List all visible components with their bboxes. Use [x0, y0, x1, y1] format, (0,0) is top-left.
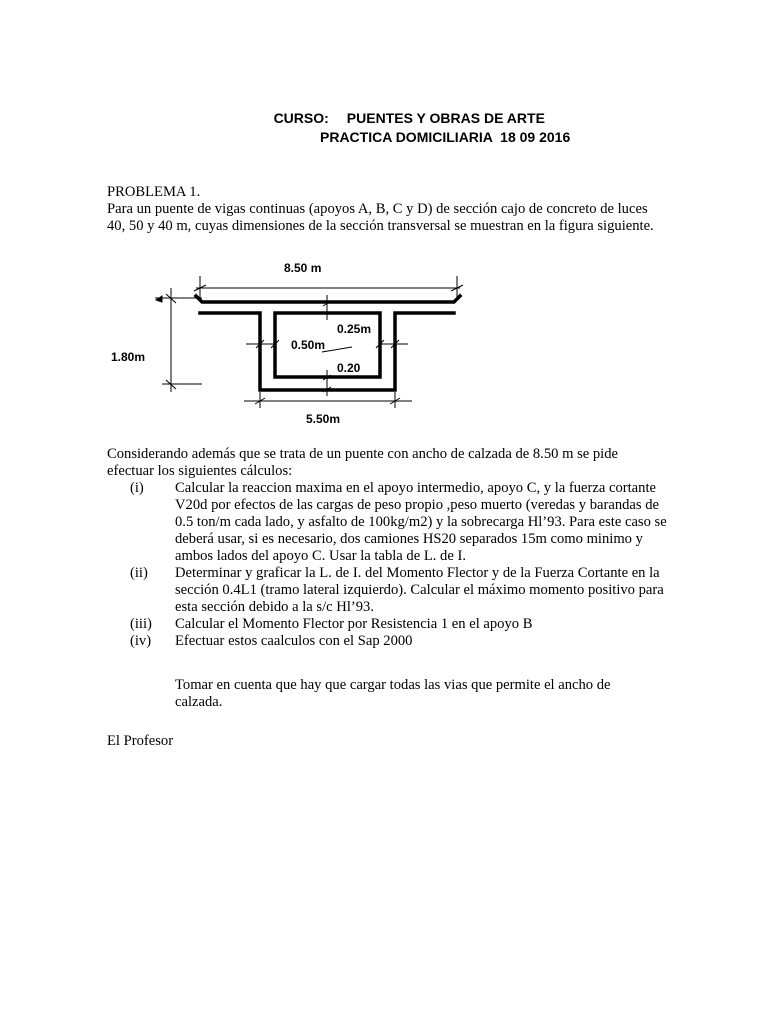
item-text: Calcular la reaccion maxima en el apoyo intermedio, apoyo C, y la fuerza cortante V20d por efectos de las cargas de peso propio ,peso muerto (veredas y barandas de 0.5 ton/m cada lado, y asfalto de 100kg/m2) y la sobrecarga Hl’93. Para este caso se deberá usar, si es necesario, dos camiones HS20 separados 15m como minimo y ambos lados del apoyo C. Usar la tabla de L. de I.: [175, 480, 667, 564]
considerando-paragraph: Considerando además que se trata de un puente con ancho de calzada de 8.50 m se pide efectuar los siguientes cálculos:: [107, 446, 618, 479]
top-flange-line: [196, 296, 460, 302]
note-paragraph: Tomar en cuenta que hay que cargar todas las vias que permite el ancho de calzada.: [175, 677, 611, 710]
label-wall-thickness: 0.25m: [337, 322, 372, 336]
practice-title: PRACTICA DOMICILIARIA 18 09 2016: [320, 129, 571, 145]
list-item: [107, 565, 667, 616]
signature: El Profesor: [107, 733, 174, 749]
list-item: [107, 616, 667, 633]
problem-intro: Para un puente de vigas continuas (apoyos A, B, C y D) de sección cajo de concreto de luces 40, 50 y 40 m, cuyas dimensiones de la sección transversal se muestran en la figura siguiente.: [107, 201, 654, 234]
item-text: Efectuar estos caalculos con el Sap 2000: [175, 633, 413, 649]
label-bottom-slab: 0.20: [337, 361, 361, 375]
label-web: 0.50m: [291, 338, 326, 352]
label-height: 1.80m: [111, 350, 146, 364]
label-top-width: 8.50 m: [284, 261, 322, 275]
label-bottom-width: 5.50m: [306, 412, 341, 426]
item-text: Determinar y graficar la L. de I. del Momento Flector y de la Fuerza Cortante en la sección 0.4L1 (tramo lateral izquierdo). Calcular el máximo momento positivo para esta sección debido a la s/c Hl’93.: [175, 565, 664, 615]
course-label: CURSO:: [273, 110, 329, 126]
item-number: (iii): [130, 616, 152, 632]
item-text: Calcular el Momento Flector por Resistencia 1 en el apoyo B: [175, 616, 533, 632]
item-number: (ii): [130, 565, 148, 581]
item-number: (i): [130, 480, 144, 496]
list-item: [107, 633, 667, 650]
item-number: (iv): [130, 633, 152, 649]
calculation-list: [107, 480, 667, 650]
course-name: PUENTES Y OBRAS DE ARTE: [346, 110, 545, 126]
list-item: [107, 480, 667, 565]
problem-title: PROBLEMA 1.: [107, 184, 201, 200]
